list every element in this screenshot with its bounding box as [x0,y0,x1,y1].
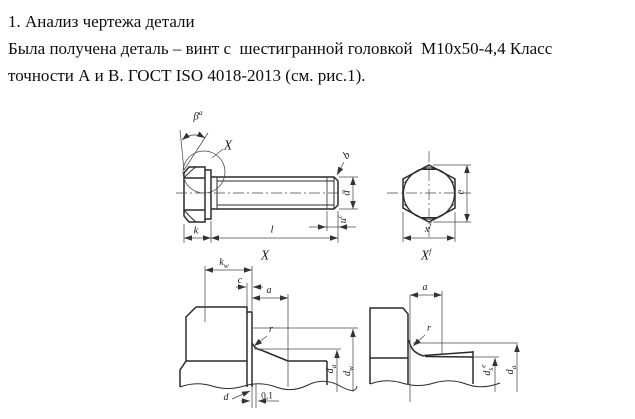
dim-label-d-shank: d [223,392,229,403]
dim-label-c: c [237,275,243,286]
view-title-xf: $X^f$ [420,246,432,263]
dim-label-beta: $\beta^a$ [193,107,203,123]
dim-label-r-left: r [269,324,273,335]
dim-label-k: k [193,224,199,237]
main-view [176,130,358,243]
tolerance-label: 0,1 [261,391,273,402]
dim-label-l: l [270,223,274,236]
detail-xf-view [370,291,518,402]
dim-label-e: e [454,189,467,195]
dim-label-da-left: $d_a$ [325,364,338,374]
dim-label-kw: $k_w$ [219,257,229,270]
dim-label-d: d [340,190,353,196]
dim-label-u: $u^c$ [334,214,349,224]
dim-label-a-left: a [266,285,272,296]
body-line-1: Была получена деталь – винт с шестигранной головкой М10х50-4,4 Класс [8,39,553,58]
view-title-x: X [260,247,270,263]
heading: 1. Анализ чертежа детали [8,12,195,31]
detail-callout-x: X [223,137,233,153]
dim-label-da-right: $d_a$ [505,365,518,375]
dim-label-r-right: r [427,323,431,334]
body-line-2: точности А и В. ГОСТ ISO 4018-2013 (см. рис.1). [8,66,366,85]
dim-label-a-right: a [422,282,428,293]
dim-label-b: b [340,149,353,163]
dim-label-s: $x^f$ [424,220,432,235]
dim-label-ds: $d_s^e$ [478,364,495,376]
dim-label-dw: $d_w$ [342,365,355,377]
